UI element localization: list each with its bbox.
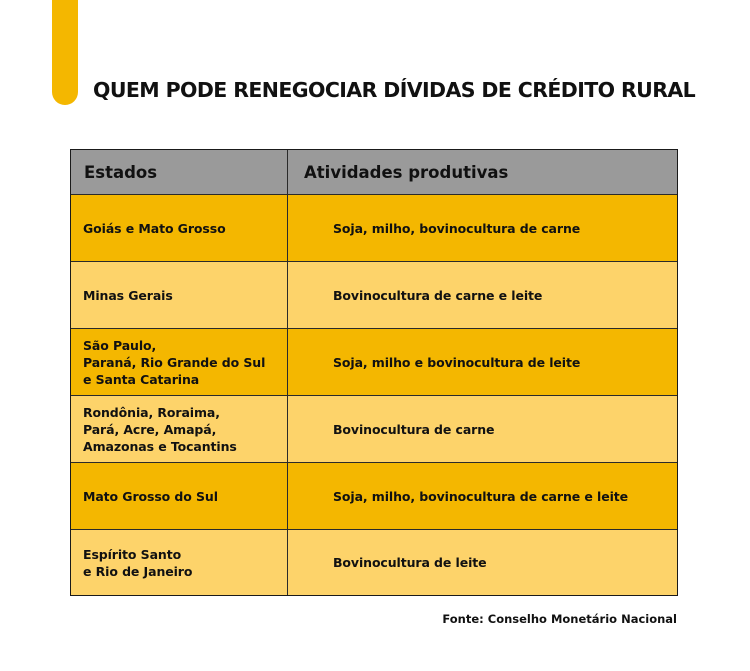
state-cell — [71, 262, 288, 328]
activity-text: Bovinocultura de carne — [333, 421, 495, 437]
state-text: Mato Grosso do Sul — [83, 488, 218, 504]
activity-text: Bovinocultura de carne e leite — [333, 287, 543, 303]
table-row — [71, 462, 677, 529]
activity-cell — [288, 195, 677, 261]
state-text: Espírito Santo e Rio de Janeiro — [83, 546, 193, 579]
activity-text: Bovinocultura de leite — [333, 555, 487, 570]
state-cell — [71, 396, 288, 462]
header-label-states: Estados — [84, 162, 158, 182]
header-label-activities: Atividades produtivas — [304, 162, 509, 182]
credit-table — [70, 149, 678, 596]
activity-cell — [288, 329, 677, 395]
table-row — [71, 395, 677, 462]
table-row — [71, 328, 677, 395]
activity-text: Soja, milho e bovinocultura de leite — [333, 354, 581, 370]
table-row — [71, 194, 677, 261]
header-cell-activities — [288, 150, 677, 194]
activity-cell — [288, 396, 677, 462]
header-cell-states — [71, 150, 288, 194]
table-header-row — [71, 150, 677, 194]
state-text: Goiás e Mato Grosso — [83, 220, 226, 236]
activity-cell — [288, 530, 677, 595]
state-cell — [71, 195, 288, 261]
state-text: São Paulo, Paraná, Rio Grande do Sul e Santa Catarina — [83, 337, 266, 387]
accent-bar — [52, 0, 78, 105]
page-title: QUEM PODE RENEGOCIAR DÍVIDAS DE CRÉDITO RURAL — [93, 78, 696, 102]
state-cell — [71, 463, 288, 529]
state-cell — [71, 329, 288, 395]
table-row — [71, 261, 677, 328]
state-text: Minas Gerais — [83, 287, 173, 303]
activity-cell — [288, 463, 677, 529]
table-row — [71, 529, 677, 595]
activity-cell — [288, 262, 677, 328]
state-cell — [71, 530, 288, 595]
state-text: Rondônia, Roraima, Pará, Acre, Amapá, Amazonas e Tocantins — [83, 404, 237, 454]
source-caption: Fonte: Conselho Monetário Nacional — [442, 612, 677, 626]
activity-text: Soja, milho, bovinocultura de carne — [333, 220, 581, 236]
activity-text: Soja, milho, bovinocultura de carne e leite — [333, 488, 629, 504]
